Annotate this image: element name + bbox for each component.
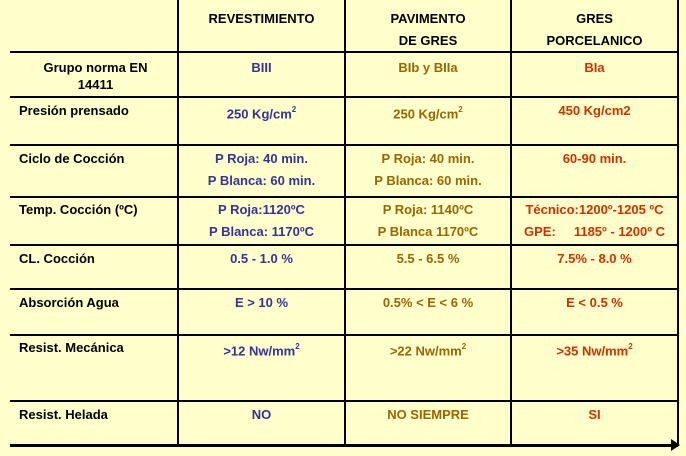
hline-8 <box>10 400 678 402</box>
cell-helada-porcelanico: SI <box>588 407 601 422</box>
cell-cl-pavimento: 5.5 - 6.5 % <box>396 251 460 266</box>
hline-3 <box>10 144 678 146</box>
cell-grupo-porcelanico: BIa <box>584 60 605 75</box>
cell-ciclo-pavimento: P Roja: 40 min. P Blanca: 60 min. <box>374 151 482 188</box>
row-label-resist-helada: Resist. Helada <box>19 407 108 422</box>
cell-grupo-pavimento: BIb y BIIa <box>398 60 458 75</box>
row-label-absorcion: Absorción Agua <box>19 295 119 310</box>
cell-presion-porcelanico: 450 Kg/cm2 <box>558 103 631 118</box>
hline-7 <box>10 334 678 336</box>
hline-4 <box>10 196 678 198</box>
header-pavimento: PAVIMENTO DE GRES <box>390 11 466 48</box>
cell-mecanica-porcelanico: >35 $Nw/mm^2$ <box>556 342 633 359</box>
cell-temp-porcelanico: Técnico:1200º-1205 ºC GPE: 1185º - 1200º C <box>523 202 665 239</box>
cell-cl-porcelanico: 7.5% - 8.0 % <box>557 251 632 266</box>
vline-4 <box>677 0 679 446</box>
cell-temp-pavimento: P Roja: 1140ºC P Blanca 1170ºC <box>377 202 479 239</box>
cell-temp-revestimiento: P Roja:1120ºC P Blanca: 1170ºC <box>209 202 314 239</box>
hline-5 <box>10 244 678 246</box>
hline-bottom <box>10 444 678 447</box>
cell-absorcion-porcelanico: E < 0.5 % <box>566 295 623 310</box>
corner-arrow-icon <box>671 439 680 451</box>
cell-ciclo-porcelanico: 60-90 min. <box>562 151 627 166</box>
cell-absorcion-revestimiento: E > 10 % <box>234 295 289 310</box>
cell-ciclo-revestimiento: P Roja: 40 min. P Blanca: 60 min. <box>207 151 316 188</box>
cell-presion-pavimento: 250 $Kg/cm^2$ <box>393 105 463 122</box>
row-label-cl-coccion: CL. Cocción <box>19 251 95 266</box>
cell-mecanica-revestimiento: >12 $Nw/mm^2$ <box>223 342 300 359</box>
row-label-resist-mecanica: Resist. Mecánica <box>19 340 124 355</box>
header-gres-porcelanico: GRES PORCELANICO <box>546 11 643 48</box>
row-label-grupo-norma: Grupo norma EN 14411 <box>43 60 148 92</box>
row-label-presion: Presión prensado <box>19 103 129 118</box>
cell-grupo-revestimiento: BIII <box>251 60 272 75</box>
cell-mecanica-pavimento: >22 $Nw/mm^2$ <box>389 342 467 359</box>
hline-2 <box>10 96 678 98</box>
row-label-ciclo: Ciclo de Cocción <box>19 151 125 166</box>
cell-helada-pavimento: NO SIEMPRE <box>387 407 469 422</box>
row-label-temp: Temp. Cocción (ºC) <box>19 202 138 217</box>
cell-absorcion-pavimento: 0.5% < E < 6 % <box>382 295 474 310</box>
hline-6 <box>10 288 678 290</box>
cell-helada-revestimiento: NO <box>251 407 272 422</box>
header-revestimiento: REVESTIMIENTO <box>208 11 315 26</box>
cell-cl-revestimiento: 0.5 - 1.0 % <box>230 251 293 266</box>
cell-presion-revestimiento: 250 $Kg/cm^2$ <box>226 105 297 122</box>
